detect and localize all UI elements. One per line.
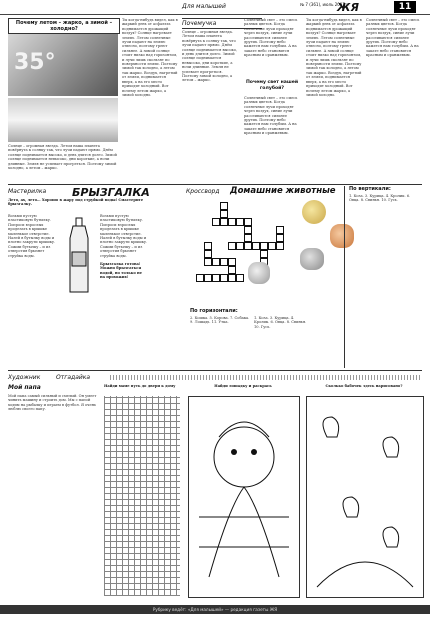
header-section: Для малышей — [182, 3, 226, 10]
hot-text-col: Ты когда-нибудь видел, как в жаркий день от асфальта поднимается дрожащий воздух? Солнце нагревает землю. Летом солнечные лучи падают на землю отвесно, поэтому греют сильнее. А зимой солнце стоит низко над горизонтом, и лучи лишь скользят по поверхности земли. Поэтому зимой так холодно, а летом так жарко. Воздух, нагретый от земли, поднимается вверх, а на его место приходит холодный. Вот почему летом жарко, а зимой холодно. — [122, 18, 178, 97]
pic-title: Найди лошадку и раскрась — [214, 384, 272, 388]
down-clues — [344, 186, 421, 368]
animal-cow-icon — [300, 248, 324, 270]
decorative-strip — [110, 375, 422, 380]
butterfly-drawing-icon — [307, 397, 423, 597]
maze-title: Найди маме путь до двери к дому — [104, 384, 176, 388]
hot-text-col-3: Солнце – огромная звезда. Летом наша планета повёрнута к солнцу так, что лучи падают прямо. Днём солнце поднимается высоко, и день длится долго. Зимой солнце поднимается невысоко, дни короткие, а ночи длинные. Земля не успевает прогреться. Поэтому зимой холодно, а летом – жарко. — [182, 30, 238, 83]
divider-1 — [8, 184, 422, 185]
crossword-title: Домашние животные — [230, 186, 336, 196]
colour-title: Сколько бабочек здесь нарисовано? — [325, 384, 403, 388]
across-title: По горизонтали: — [190, 308, 238, 314]
down-title: По вертикали: — [349, 186, 391, 192]
coloring-picture[interactable] — [188, 396, 300, 598]
page-number: 11 — [394, 1, 416, 13]
papa-text: Мой папа самый сильный и смелый. Он умеет чинить машину и строить дом. Мы с папой ходим на рыбалку и играем в футбол. Я очень люблю своего папу. — [8, 394, 97, 412]
brizgalka-steps-2: Возьми пустую пластиковую бутылку. Попроси взрослых проделать в крышке маленькое отверстие. Налей в бутылку воды и плотно закрути крышку. Сожми бутылку – и из отверстия брызнет струйка воды. — [100, 214, 148, 258]
hot-text-col-2: Солнце – огромная звезда. Летом наша планета повёрнута к солнцу так, что лучи падают прямо. Днём солнце поднимается высоко, и день длится долго. Зимой солнце поднимается невысоко, дни короткие, а ночи длинные. Земля не успевает прогреться. Поэтому зимой холодно, а летом – жарко. — [8, 144, 117, 171]
pochemuchka-label: Почемучка — [182, 18, 262, 29]
bird-text-top: Солнечный свет – это смесь разных цветов. Когда солнечные лучи проходят через воздух, синие лучи рассеиваются сильнее других. Поэтому небо кажется нам голубым. А на закате небо становится красным и оранжевым. — [244, 18, 298, 58]
right-text-col-1: Ты когда-нибудь видел, как в жаркий день от асфальта поднимается дрожащий воздух? Солнце нагревает землю. Летом солнечные лучи падают на землю отвесно, поэтому греют сильнее. А зимой солнце стоит низко над горизонтом, и лучи лишь скользят по поверхности земли. Поэтому зимой так холодно, а летом так жарко. Воздух, нагретый от земли, поднимается вверх, а на его место приходит холодный. Вот почему летом жарко, а зимой холодно. — [306, 18, 362, 97]
hot-title-box — [8, 18, 120, 34]
animal-duck-icon — [302, 200, 326, 224]
divider-2 — [8, 370, 422, 371]
across-list: 2. Кошка. 5. Корова. 7. Собака. 9. Лошадь. 11. Утка. — [190, 316, 250, 325]
brand-logo: ЖЯ — [337, 1, 359, 14]
issue-info: № 7 (361), июль 2007 г. — [300, 2, 350, 7]
otgadaika-label: Отгадайка — [56, 374, 91, 381]
butterflies-picture[interactable] — [306, 396, 424, 598]
maze-grid[interactable] — [104, 396, 180, 596]
bottle-icon — [64, 216, 94, 296]
down-list: 1. Коза. 3. Курица. 4. Кролик. 6. Овца. 8. Свинья. 10. Гусь. — [349, 194, 411, 203]
bird-text: Солнечный свет – это смесь разных цветов. Когда солнечные лучи проходят через воздух, синие лучи рассеиваются сильнее других. Поэтому небо кажется нам голубым. А на закате небо становится красным и оранжевым. — [244, 96, 298, 136]
thermometer-photo: 35° — [8, 34, 118, 96]
krossvord-label: Кроссворд — [186, 188, 220, 195]
moi-papa-title: Мой папа — [8, 384, 41, 391]
horse-drawing-icon — [189, 397, 299, 597]
bottle-illustration — [64, 216, 94, 296]
across-list-2: 1. Коза. 3. Курица. 4. Кролик. 6. Овца. 8. Свинья. 10. Гусь. — [254, 316, 307, 329]
brizgalka-pic-caption: Брызгалка готова! Можно брызгаться водой, но только не на прохожих! — [100, 262, 142, 280]
right-text-col-2: Солнечный свет – это смесь разных цветов. Когда солнечные лучи проходят через воздух, синие лучи рассеиваются сильнее других. Поэтому небо кажется нам голубым. А на закате небо становится красным и оранжевым. — [366, 18, 420, 58]
animal-sheep-icon — [248, 262, 270, 284]
hudozhnik-label: Художник — [8, 374, 41, 381]
brizgalka-steps-1: Возьми пустую пластиковую бутылку. Попроси взрослых проделать в крышке маленькое отверстие. Налей в бутылку воды и плотно закрути крышку. Сожми бутылку – и из отверстия брызнет струйка воды. — [8, 214, 56, 258]
page-footer: Рубрику ведёт: «Для малышей» — редакция газеты ЖЯ — [0, 605, 430, 614]
bird-title: Почему свет нашей голубой? — [245, 80, 299, 91]
masterilka-label: Мастерилка — [8, 188, 47, 195]
brizgalka-subtitle: Лето, ах, лето… Хорошо в жару под струйкой воды! Смастерите брызгалку. — [8, 198, 144, 207]
brizgalka-title: БРЫЗГАЛКА — [72, 186, 150, 199]
hot-title: Почему летом – жарко, а зимой – холодно? — [15, 20, 113, 32]
snow-photo — [8, 98, 118, 142]
crossword-grid[interactable] — [190, 202, 300, 302]
